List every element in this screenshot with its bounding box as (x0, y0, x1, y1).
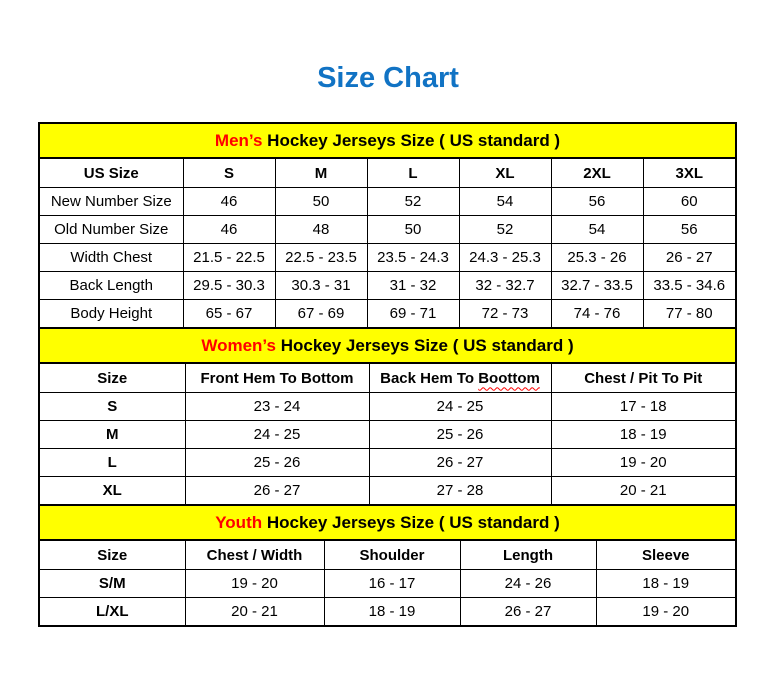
cell: 32 - 32.7 (459, 272, 551, 300)
cell: 24.3 - 25.3 (459, 244, 551, 272)
size-chart-tables (38, 122, 737, 627)
row-label: Back Length (40, 272, 183, 300)
cell: 26 - 27 (185, 477, 369, 505)
mens-column-header: 2XL (551, 159, 643, 188)
row-label: S/M (40, 570, 185, 598)
womens-table-row (40, 393, 735, 421)
cell: 24 - 25 (185, 421, 369, 449)
cell: 56 (643, 216, 735, 244)
row-label: L/XL (40, 598, 185, 626)
mens-table-row (40, 216, 735, 244)
cell: 60 (643, 188, 735, 216)
cell: 67 - 69 (275, 300, 367, 328)
youth-section-header-rest: Hockey Jerseys Size ( US standard ) (262, 513, 560, 532)
cell: 19 - 20 (185, 570, 324, 598)
cell: 24 - 26 (460, 570, 596, 598)
cell: 22.5 - 23.5 (275, 244, 367, 272)
row-label: L (40, 449, 185, 477)
row-label: M (40, 421, 185, 449)
youth-column-header: Sleeve (596, 541, 735, 570)
back-hem-prefix: Back Hem To (380, 369, 479, 387)
womens-table-row (40, 421, 735, 449)
cell: 25 - 26 (185, 449, 369, 477)
cell: 72 - 73 (459, 300, 551, 328)
cell: 23 - 24 (185, 393, 369, 421)
womens-table-row (40, 449, 735, 477)
womens-section-header-rest: Hockey Jerseys Size ( US standard ) (275, 336, 574, 355)
cell: 20 - 21 (185, 598, 324, 626)
mens-column-header-row (40, 159, 735, 188)
cell: 26 - 27 (460, 598, 596, 626)
mens-column-header: XL (459, 159, 551, 188)
womens-column-header-misspelled (369, 364, 551, 393)
youth-size-table (40, 541, 735, 625)
mens-section-header-highlight: Men’s (214, 131, 263, 150)
cell: 69 - 71 (367, 300, 459, 328)
youth-column-header: Size (40, 541, 185, 570)
cell: 16 - 17 (324, 570, 460, 598)
mens-column-header: L (367, 159, 459, 188)
cell: 21.5 - 22.5 (183, 244, 275, 272)
youth-section-header (40, 504, 735, 541)
mens-column-header: US Size (40, 159, 183, 188)
row-label: New Number Size (40, 188, 183, 216)
womens-section-header (40, 327, 735, 364)
cell: 31 - 32 (367, 272, 459, 300)
womens-column-header: Size (40, 364, 185, 393)
mens-column-header: S (183, 159, 275, 188)
mens-size-table (40, 159, 735, 327)
cell: 52 (367, 188, 459, 216)
cell: 54 (551, 216, 643, 244)
row-label: Width Chest (40, 244, 183, 272)
cell: 46 (183, 216, 275, 244)
page-title: Size Chart (317, 62, 459, 94)
cell: 32.7 - 33.5 (551, 272, 643, 300)
cell: 17 - 18 (551, 393, 735, 421)
youth-section-header-highlight: Youth (215, 513, 263, 532)
womens-column-header-row (40, 364, 735, 393)
cell: 54 (459, 188, 551, 216)
cell: 26 - 27 (369, 449, 551, 477)
cell: 74 - 76 (551, 300, 643, 328)
youth-column-header: Chest / Width (185, 541, 324, 570)
cell: 56 (551, 188, 643, 216)
mens-section-header-rest: Hockey Jerseys Size ( US standard ) (262, 131, 561, 150)
cell: 50 (367, 216, 459, 244)
cell: 20 - 21 (551, 477, 735, 505)
youth-section (40, 504, 735, 625)
cell: 18 - 19 (596, 570, 735, 598)
cell: 65 - 67 (183, 300, 275, 328)
cell: 25 - 26 (369, 421, 551, 449)
cell: 52 (459, 216, 551, 244)
cell: 23.5 - 24.3 (367, 244, 459, 272)
back-hem-misspelled-word: Boottom (478, 369, 540, 387)
womens-section (40, 327, 735, 504)
youth-table-row (40, 598, 735, 626)
cell: 24 - 25 (369, 393, 551, 421)
mens-section-header (40, 124, 735, 159)
cell: 18 - 19 (551, 421, 735, 449)
row-label: XL (40, 477, 185, 505)
mens-column-header: 3XL (643, 159, 735, 188)
mens-table-row (40, 272, 735, 300)
row-label: S (40, 393, 185, 421)
cell: 18 - 19 (324, 598, 460, 626)
womens-section-header-highlight: Women’s (201, 336, 276, 355)
mens-column-header: M (275, 159, 367, 188)
youth-column-header-row (40, 541, 735, 570)
cell: 33.5 - 34.6 (643, 272, 735, 300)
cell: 19 - 20 (551, 449, 735, 477)
womens-column-header: Chest / Pit To Pit (551, 364, 735, 393)
cell: 29.5 - 30.3 (183, 272, 275, 300)
cell: 19 - 20 (596, 598, 735, 626)
youth-column-header: Length (460, 541, 596, 570)
row-label: Body Height (40, 300, 183, 328)
mens-table-row (40, 244, 735, 272)
cell: 30.3 - 31 (275, 272, 367, 300)
mens-table-row (40, 188, 735, 216)
womens-column-header: Front Hem To Bottom (185, 364, 369, 393)
cell: 77 - 80 (643, 300, 735, 328)
womens-table-row (40, 477, 735, 505)
cell: 48 (275, 216, 367, 244)
cell: 50 (275, 188, 367, 216)
womens-size-table (40, 364, 735, 504)
cell: 46 (183, 188, 275, 216)
cell: 27 - 28 (369, 477, 551, 505)
mens-table-row (40, 300, 735, 328)
youth-column-header: Shoulder (324, 541, 460, 570)
cell: 26 - 27 (643, 244, 735, 272)
cell: 25.3 - 26 (551, 244, 643, 272)
youth-table-row (40, 570, 735, 598)
mens-section (40, 124, 735, 327)
row-label: Old Number Size (40, 216, 183, 244)
